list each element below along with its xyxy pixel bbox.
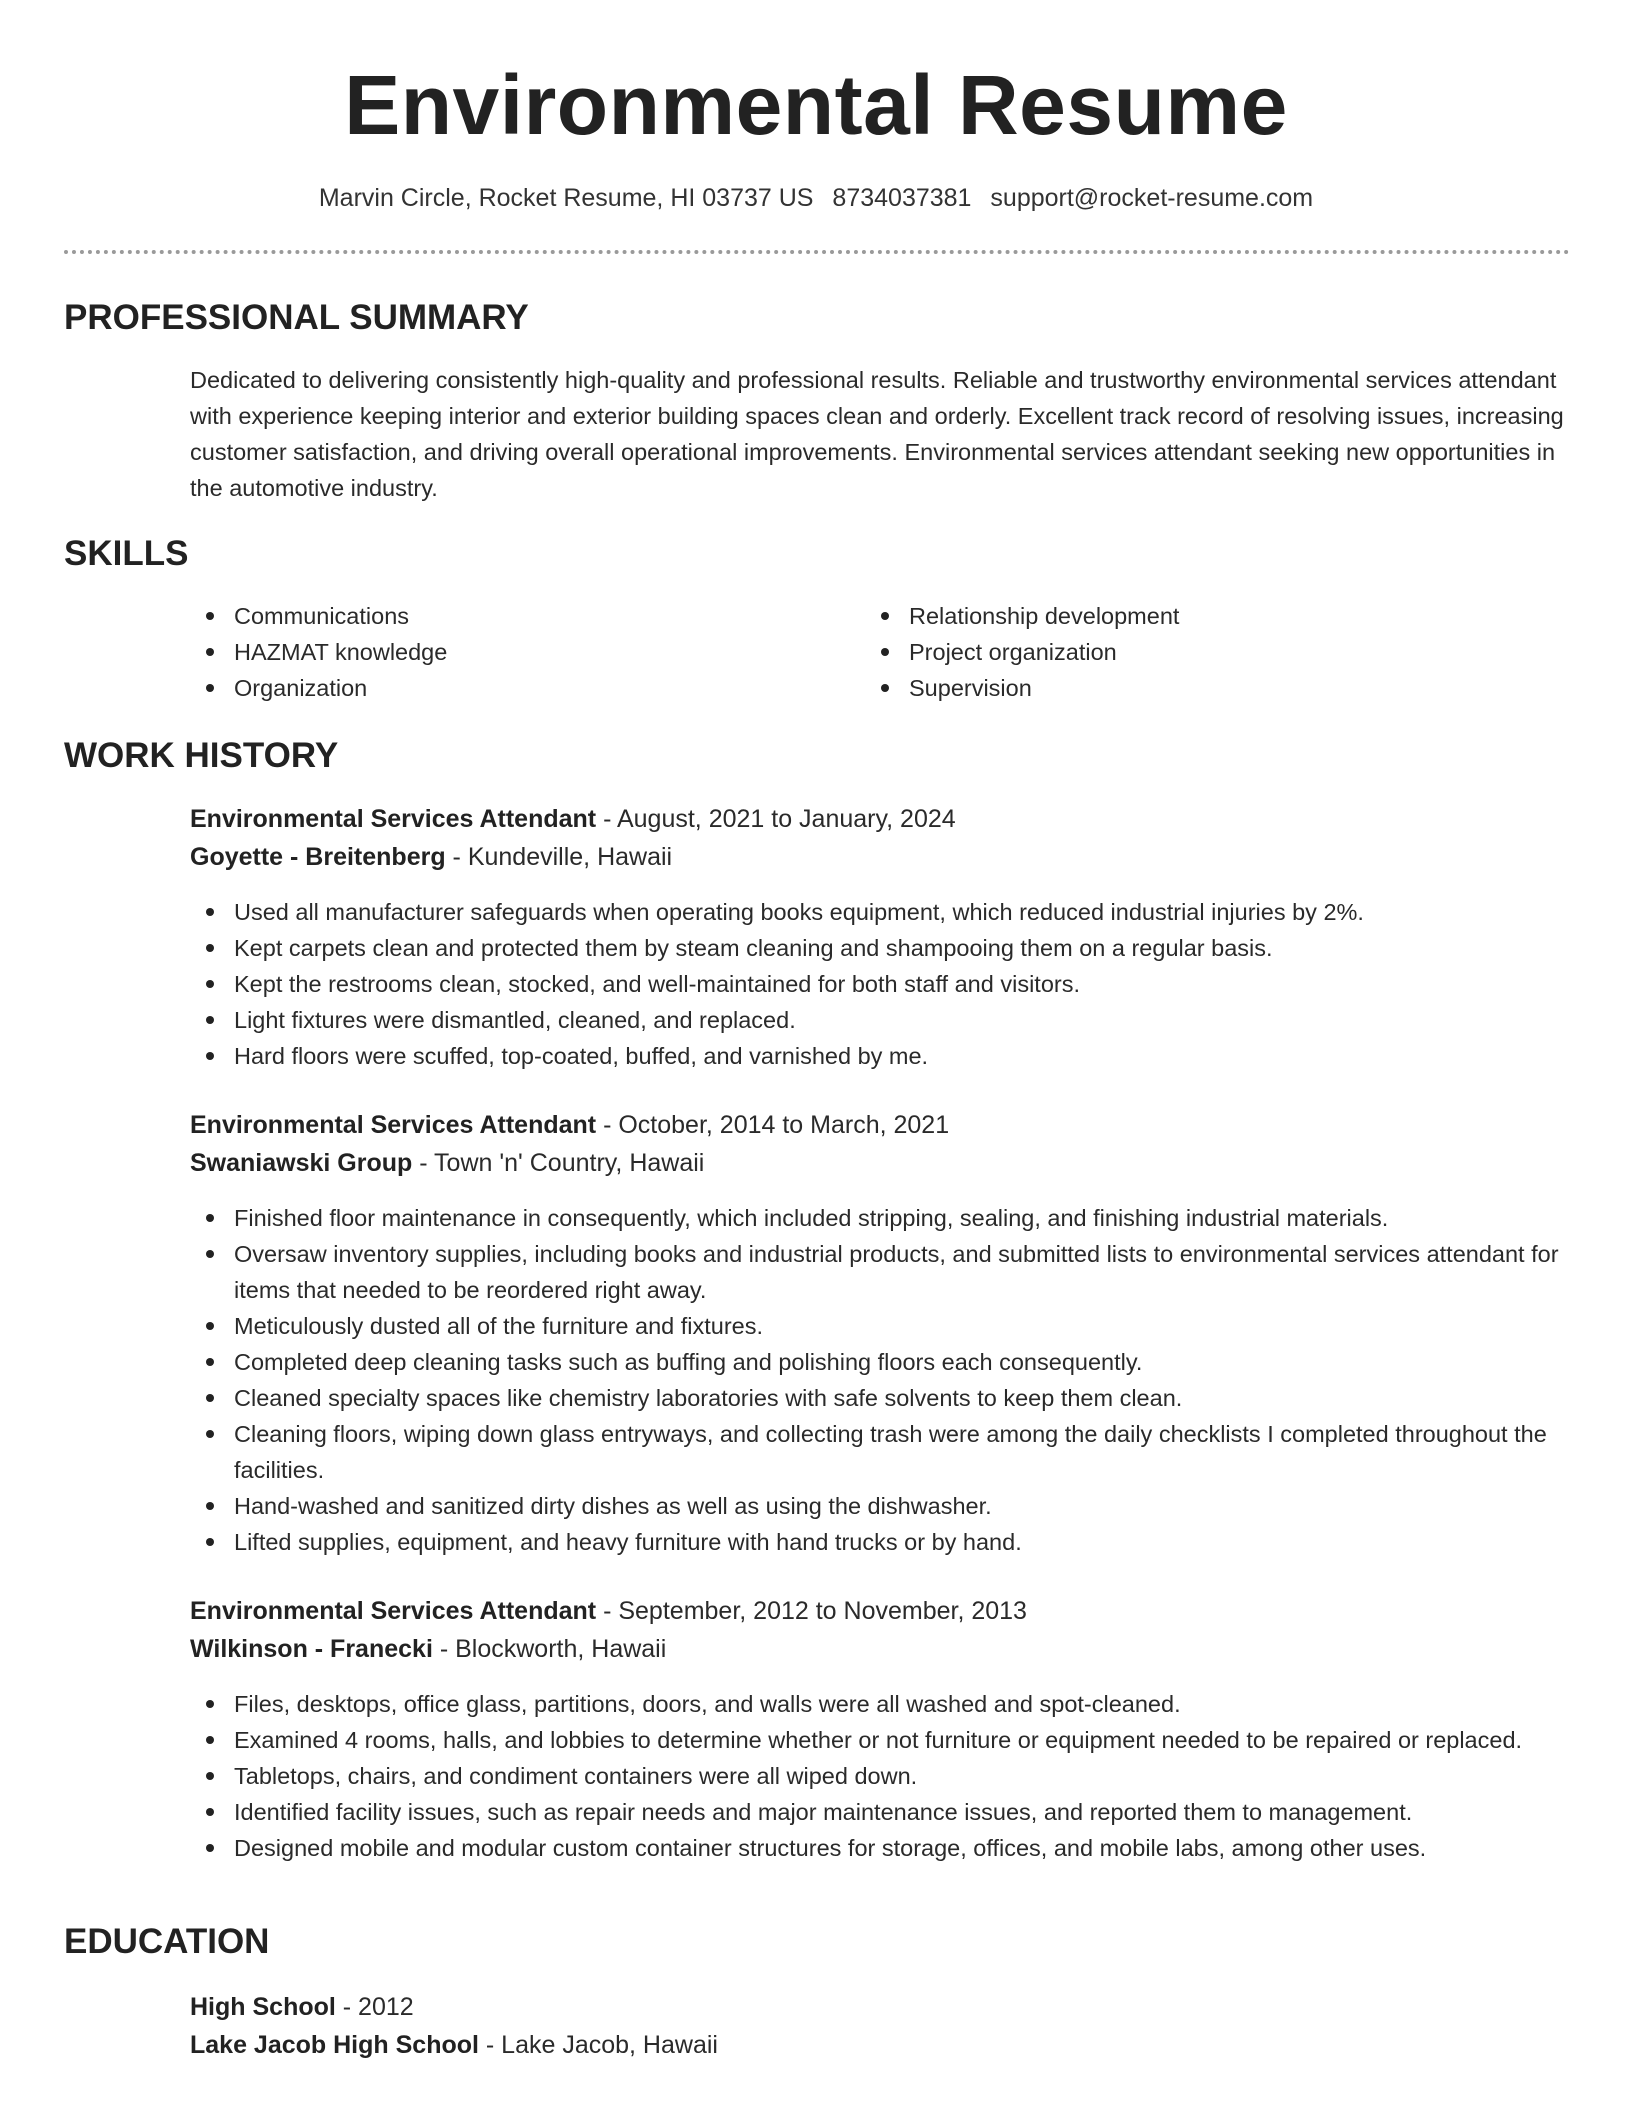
resume-title: Environmental Resume bbox=[344, 58, 1288, 152]
job-dates: - October, 2014 to March, 2021 bbox=[596, 1111, 950, 1139]
education-degree: High School bbox=[190, 1993, 336, 2021]
education-location: - Lake Jacob, Hawaii bbox=[478, 2031, 718, 2059]
education-school: Lake Jacob High School bbox=[190, 2031, 479, 2059]
job-duty: Tabletops, chairs, and condiment containers were all wiped down. bbox=[190, 1758, 1570, 1794]
job-duty: Oversaw inventory supplies, including books and industrial products, and submitted lists to environmental services attendant for items that needed to be reordered right away. bbox=[190, 1236, 1570, 1308]
job-duty: Identified facility issues, such as repair needs and major maintenance issues, and reported them to management. bbox=[190, 1794, 1570, 1830]
job-duty: Cleaned specialty spaces like chemistry laboratories with safe solvents to keep them clean. bbox=[190, 1380, 1570, 1416]
job-duties-list bbox=[190, 894, 1570, 1074]
job-title-line bbox=[190, 800, 1570, 838]
job-company: Goyette - Breitenberg bbox=[190, 843, 446, 871]
contact-address: Marvin Circle, Rocket Resume, HI 03737 US bbox=[318, 184, 814, 212]
skill-item: HAZMAT knowledge bbox=[190, 634, 830, 670]
job-dates: - September, 2012 to November, 2013 bbox=[596, 1597, 1027, 1625]
summary-text: Dedicated to delivering consistently high-quality and professional results. Reliable and trustworthy environmental services attendant with experience keeping interior and exterior building spaces clean and orderly. Excellent track record of resolving issues, increasing customer satisfaction, and driving overall operational improvements. Environmental services attendant seeking new opportunities in the automotive industry. bbox=[190, 367, 1564, 501]
skills-heading: SKILLS bbox=[64, 534, 189, 573]
job-duty: Hard floors were scuffed, top-coated, buffed, and varnished by me. bbox=[190, 1038, 1570, 1074]
work-history-heading: WORK HISTORY bbox=[64, 736, 339, 775]
job-title-line bbox=[190, 1592, 1570, 1630]
job-duty: Files, desktops, office glass, partitions, doors, and walls were all washed and spot-cleaned. bbox=[190, 1686, 1570, 1722]
job-duty: Completed deep cleaning tasks such as buffing and polishing floors each consequently. bbox=[190, 1344, 1570, 1380]
education-school-line bbox=[190, 2026, 1570, 2064]
job-duty: Light fixtures were dismantled, cleaned, and replaced. bbox=[190, 1002, 1570, 1038]
skill-item: Supervision bbox=[865, 670, 1505, 706]
job-location: - Town 'n' Country, Hawaii bbox=[412, 1149, 705, 1177]
job-duty: Designed mobile and modular custom container structures for storage, offices, and mobile labs, among other uses. bbox=[190, 1830, 1570, 1866]
summary-heading: PROFESSIONAL SUMMARY bbox=[64, 298, 529, 337]
skills-list-left bbox=[190, 598, 830, 706]
job-duty: Lifted supplies, equipment, and heavy furniture with hand trucks or by hand. bbox=[190, 1524, 1570, 1560]
job-company-line bbox=[190, 1630, 1570, 1668]
skills-list-right bbox=[865, 598, 1505, 706]
job-title: Environmental Services Attendant bbox=[190, 805, 597, 833]
education-heading: EDUCATION bbox=[64, 1922, 270, 1961]
job-duty: Cleaning floors, wiping down glass entryways, and collecting trash were among the daily checklists I completed throughout the facilities. bbox=[190, 1416, 1570, 1488]
job-duty: Kept the restrooms clean, stocked, and well-maintained for both staff and visitors. bbox=[190, 966, 1570, 1002]
education-degree-line bbox=[190, 1988, 1570, 2026]
job-title-line bbox=[190, 1106, 1570, 1144]
job-dates: - August, 2021 to January, 2024 bbox=[596, 805, 956, 833]
header-divider bbox=[64, 250, 1570, 254]
skill-item: Communications bbox=[190, 598, 830, 634]
education-year: - 2012 bbox=[335, 1993, 414, 2021]
job-duty: Kept carpets clean and protected them by steam cleaning and shampooing them on a regular basis. bbox=[190, 930, 1570, 966]
contact-line bbox=[0, 180, 1632, 216]
job-company: Wilkinson - Franecki bbox=[190, 1635, 433, 1663]
job-company: Swaniawski Group bbox=[190, 1149, 413, 1177]
job-duty: Used all manufacturer safeguards when operating books equipment, which reduced industrial injuries by 2%. bbox=[190, 894, 1570, 930]
job-company-line bbox=[190, 838, 1570, 876]
skill-item: Project organization bbox=[865, 634, 1505, 670]
skill-item: Organization bbox=[190, 670, 830, 706]
job-title: Environmental Services Attendant bbox=[190, 1111, 597, 1139]
job-duties-list bbox=[190, 1200, 1570, 1560]
job-location: - Kundeville, Hawaii bbox=[445, 843, 673, 871]
skill-item: Relationship development bbox=[865, 598, 1505, 634]
job-duty: Examined 4 rooms, halls, and lobbies to determine whether or not furniture or equipment needed to be repaired or replaced. bbox=[190, 1722, 1570, 1758]
job-title: Environmental Services Attendant bbox=[190, 1597, 597, 1625]
job-company-line bbox=[190, 1144, 1570, 1182]
job-location: - Blockworth, Hawaii bbox=[432, 1635, 667, 1663]
job-duty: Hand-washed and sanitized dirty dishes as well as using the dishwasher. bbox=[190, 1488, 1570, 1524]
contact-phone: 8734037381 bbox=[832, 184, 972, 212]
job-duties-list bbox=[190, 1686, 1570, 1866]
job-duty: Finished floor maintenance in consequently, which included stripping, sealing, and finishing industrial materials. bbox=[190, 1200, 1570, 1236]
contact-email: support@rocket-resume.com bbox=[990, 184, 1314, 212]
job-duty: Meticulously dusted all of the furniture and fixtures. bbox=[190, 1308, 1570, 1344]
